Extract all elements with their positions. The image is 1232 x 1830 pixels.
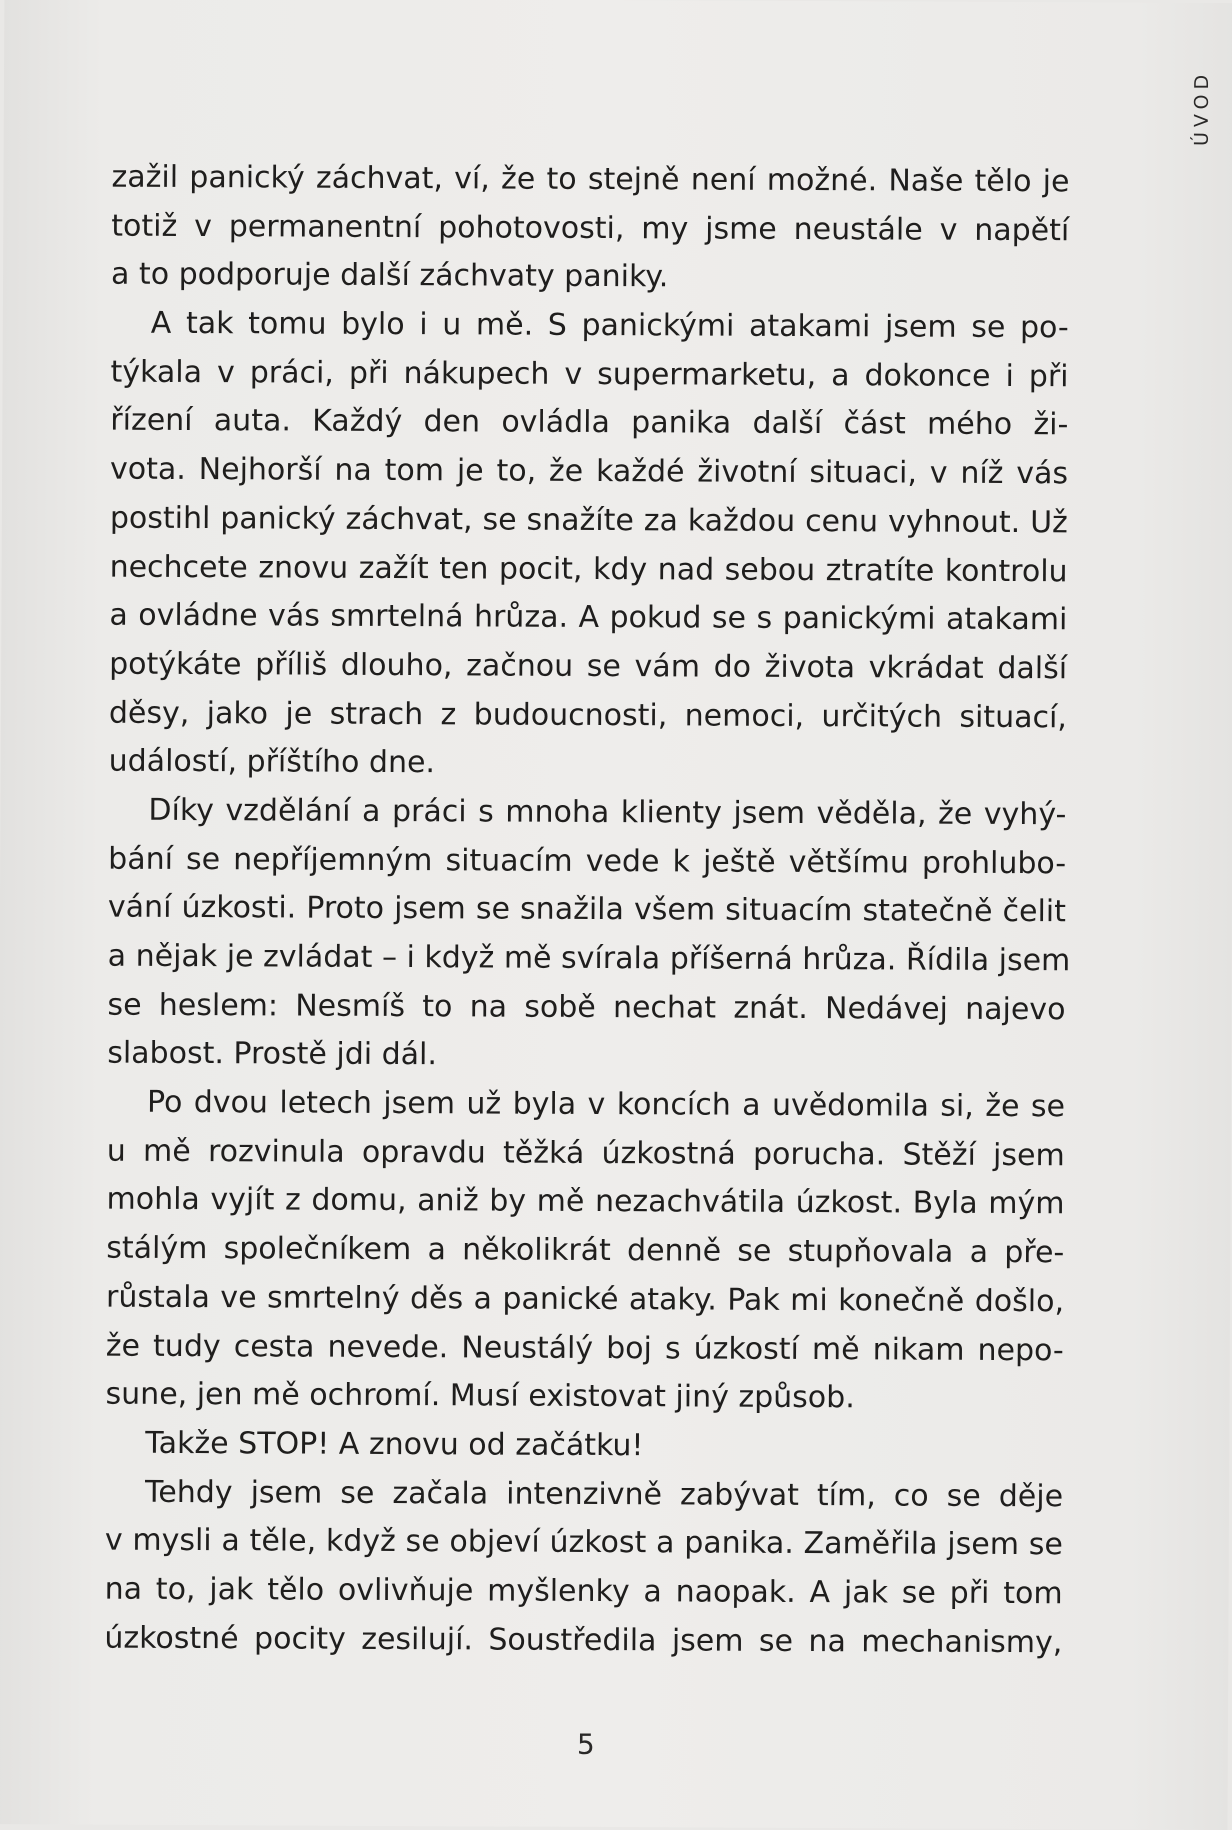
text-line: a nějak je zvládat – i když mě svírala příšerná hrůza. Řídila jsem — [107, 938, 1071, 979]
text-line: úzkostné pocity zesilují. Soustředila jsem se na mechanismy, — [104, 1620, 1063, 1660]
text-line: mohla vyjít z domu, aniž by mě nezachvátila úzkost. Byla mým — [106, 1182, 1065, 1222]
text-line: bání se nepříjemným situacím vede k ještě většímu prohlubo- — [108, 841, 1067, 881]
text-line: u mě rozvinula opravdu těžká úzkostná porucha. Stěží jsem — [106, 1133, 1065, 1174]
text-line: nechcete znovu zažít ten pocit, kdy nad sebou ztratíte kontrolu — [109, 549, 1068, 589]
text-line: Tehdy jsem se začala intenzivně zabývat tím, co se děje — [145, 1474, 1064, 1514]
text-line: a to podporuje další záchvaty paniky. — [110, 256, 669, 295]
text-line: Po dvou letech jsem už byla v koncích a uvědomila si, že se — [146, 1084, 1066, 1125]
running-head-label: ÚVOD — [1190, 69, 1214, 147]
text-line: událostí, příštího dne. — [108, 743, 436, 781]
text-line: A tak tomu bylo i u mě. S panickými atakami jsem se po- — [150, 305, 1069, 346]
text-line: na to, jak tělo ovlivňuje myšlenky a naopak. A jak se při tom — [104, 1571, 1063, 1612]
text-line: vota. Nejhorší na tom je to, že každé životní situaci, v níž vás — [110, 451, 1069, 492]
text-line: vání úzkosti. Proto jsem se snažila všem situacím statečně čelit — [107, 889, 1067, 930]
text-line: děsy, jako je strach z budoucnosti, nemoci, určitých situací, — [108, 695, 1067, 735]
body-text — [104, 154, 1069, 1668]
text-line: sune, jen mě ochromí. Musí existovat jiný způsob. — [105, 1376, 855, 1416]
text-line: postihl panický záchvat, se snažíte za každou cenu vyhnout. Už — [109, 500, 1068, 541]
text-line: Takže STOP! A znovu od začátku! — [145, 1425, 644, 1464]
text-line: v mysli a těle, když se objeví úzkost a panika. Zaměřila jsem se — [104, 1522, 1063, 1563]
text-line: se heslem: Nesmíš to na sobě nechat znát. Nedávej najevo — [107, 987, 1066, 1027]
text-line: že tudy cesta nevede. Neustálý boj s úzkostí mě nikam nepo- — [105, 1328, 1064, 1368]
running-head — [1190, 63, 1214, 153]
text-line: stálým společníkem a několikrát denně se stupňovala a pře- — [106, 1230, 1065, 1271]
text-line: řízení auta. Každý den ovládla panika další část mého ži- — [110, 403, 1069, 443]
text-line: a ovládne vás smrtelná hrůza. A pokud se s panickými atakami — [109, 597, 1068, 638]
text-line: týkala v práci, při nákupech v supermarketu, a dokonce i při — [110, 354, 1069, 395]
text-line: Díky vzdělání a práci s mnoha klienty jsem věděla, že vyhý- — [148, 792, 1067, 833]
text-line: totiž v permanentní pohotovosti, my jsme neustále v napětí — [111, 208, 1070, 248]
text-line: růstala ve smrtelný děs a panické ataky. Pak mi konečně došlo, — [105, 1279, 1065, 1320]
text-line: potýkáte příliš dlouho, začnou se vám do života vkrádat další — [109, 646, 1068, 687]
text-line: slabost. Prostě jdi dál. — [107, 1035, 438, 1073]
text-line: zažil panický záchvat, ví, že to stejně není možné. Naše tělo je — [111, 159, 1070, 200]
page-number: 5 — [576, 1727, 595, 1761]
